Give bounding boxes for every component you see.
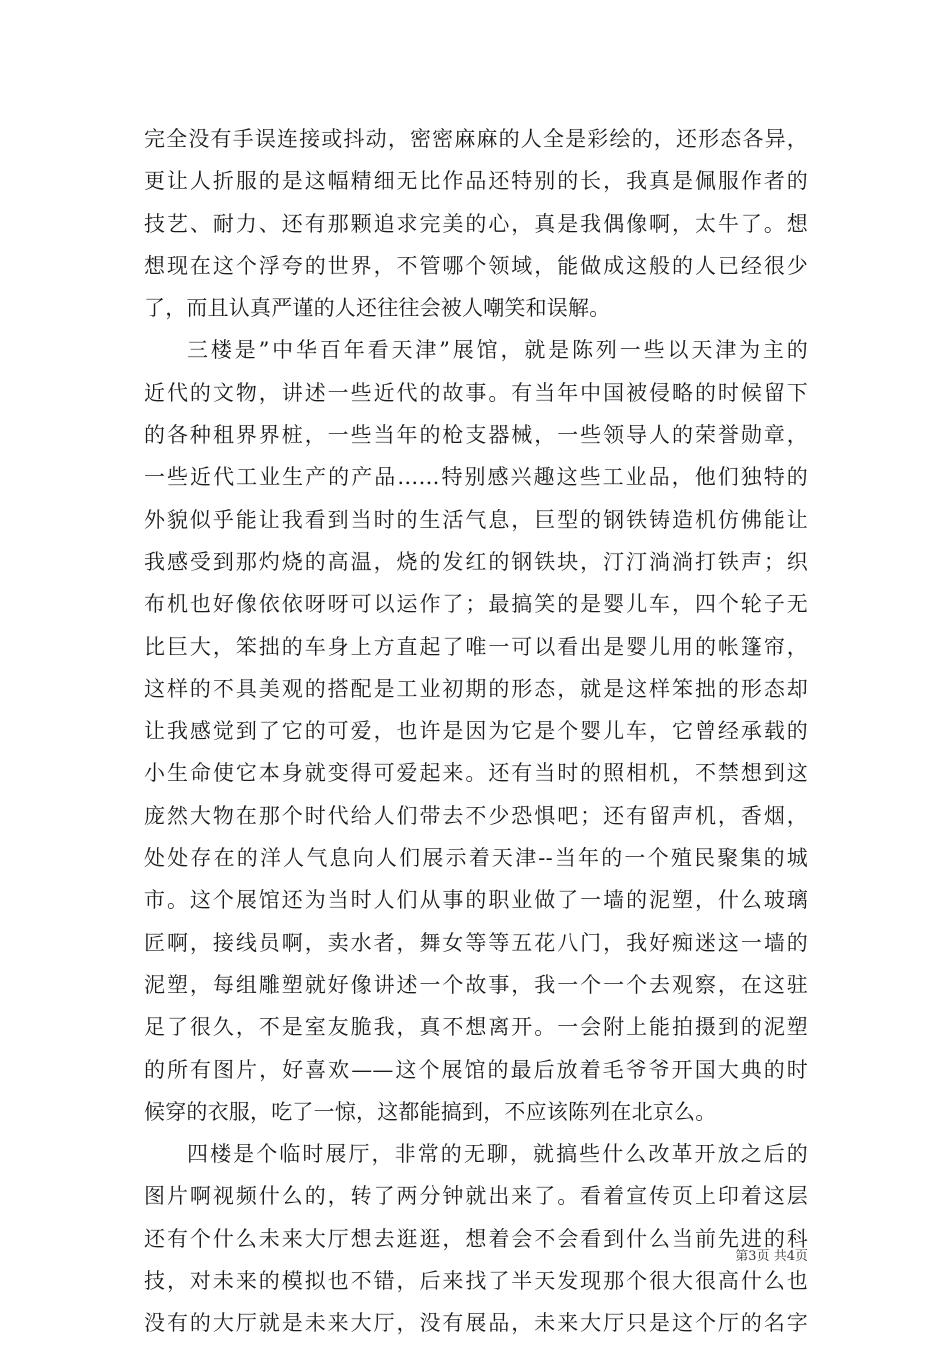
footer-prefix: 第 xyxy=(735,1249,749,1264)
total-page-count: 4 xyxy=(786,1249,795,1264)
text-line: 技艺、耐力、还有那颗追求完美的心，真是我偶像啊，太牛了。想 xyxy=(144,211,808,236)
text-line: 了，而且认真严谨的人还往往会被人嘲笑和误解。 xyxy=(144,296,611,321)
text-line: 图片啊视频什么的，转了两分钟就出来了。看着宣传页上印着这层 xyxy=(144,1184,808,1209)
text-line: 小生命使它本身就变得可爱起来。还有当时的照相机，不禁想到这 xyxy=(144,761,808,786)
text-line: 比巨大，笨拙的车身上方直起了唯一可以看出是婴儿用的帐篷帘， xyxy=(144,634,808,659)
footer-suffix: 页 xyxy=(794,1249,808,1264)
text-line: 处处存在的洋人气息向人们展示着天津--当年的一个殖民聚集的城 xyxy=(144,846,808,871)
text-line: 庞然大物在那个时代给人们带去不少恐惧吧；还有留声机，香烟， xyxy=(144,803,808,828)
text-line: 布机也好像依依呀呀可以运作了；最搞笑的是婴儿车，四个轮子无 xyxy=(144,592,808,617)
text-line: 外貌似乎能让我看到当时的生活气息，巨型的钢铁铸造机仿佛能让 xyxy=(144,507,808,532)
current-page-number: 3 xyxy=(748,1249,757,1264)
text-line: 更让人折服的是这幅精细无比作品还特别的长，我真是佩服作者的 xyxy=(144,169,808,194)
text-line: 足了很久，不是室友脆我，真不想离开。一会附上能拍摄到的泥塑 xyxy=(144,1015,808,1040)
text-line: 匠啊，接线员啊，卖水者，舞女等等五花八门，我好痴迷这一墙的 xyxy=(144,930,808,955)
paragraph-start-line: 四楼是个临时展厅，非常的无聊，就搞些什么改革开放之后的 xyxy=(187,1142,808,1167)
text-line: 这样的不具美观的搭配是工业初期的形态，就是这样笨拙的形态却 xyxy=(144,676,808,701)
text-line: 还有个什么未来大厅想去逛逛，想着会不会看到什么当前先进的科 xyxy=(144,1226,808,1251)
text-line: 想现在这个浮夸的世界，不管哪个领域，能做成这般的人已经很少 xyxy=(144,253,808,278)
text-line: 市。这个展馆还为当时人们从事的职业做了一墙的泥塑，什么玻璃 xyxy=(144,888,808,913)
text-line: 让我感觉到了它的可爱，也许是因为它是个婴儿车，它曾经承载的 xyxy=(144,719,808,744)
body-text xyxy=(144,118,808,1345)
text-line: 的所有图片，好喜欢——这个展馆的最后放着毛爷爷开国大典的时 xyxy=(144,1057,808,1082)
page-footer xyxy=(0,1245,808,1264)
text-line: 近代的文物，讲述一些近代的故事。有当年中国被侵略的时候留下 xyxy=(144,380,808,405)
text-line: 我感受到那灼烧的高温，烧的发红的钢铁块，汀汀淌淌打铁声；织 xyxy=(144,549,808,574)
text-line: 完全没有手误连接或抖动，密密麻麻的人全是彩绘的，还形态各异， xyxy=(144,127,808,151)
footer-middle: 页 共 xyxy=(756,1249,787,1264)
text-line: 一些近代工业生产的产品……特别感兴趣这些工业品，他们独特的 xyxy=(144,465,808,490)
text-line: 的各种租界界桩，一些当年的枪支器械，一些领导人的荣誉勋章， xyxy=(144,423,808,448)
paragraph-start-line: 三楼是”中华百年看天津”展馆，就是陈列一些以天津为主的 xyxy=(187,338,808,363)
text-line: 候穿的衣服，吃了一惊，这都能搞到，不应该陈列在北京么。 xyxy=(144,1099,717,1124)
text-line: 技，对未来的模拟也不错，后来找了半天发现那个很大很高什么也 xyxy=(144,1269,808,1294)
text-line: 没有的大厅就是未来大厅，没有展品，未来大厅只是这个厅的名字 xyxy=(144,1311,808,1336)
text-line: 泥塑，每组雕塑就好像讲述一个故事，我一个一个去观察，在这驻 xyxy=(144,972,808,997)
